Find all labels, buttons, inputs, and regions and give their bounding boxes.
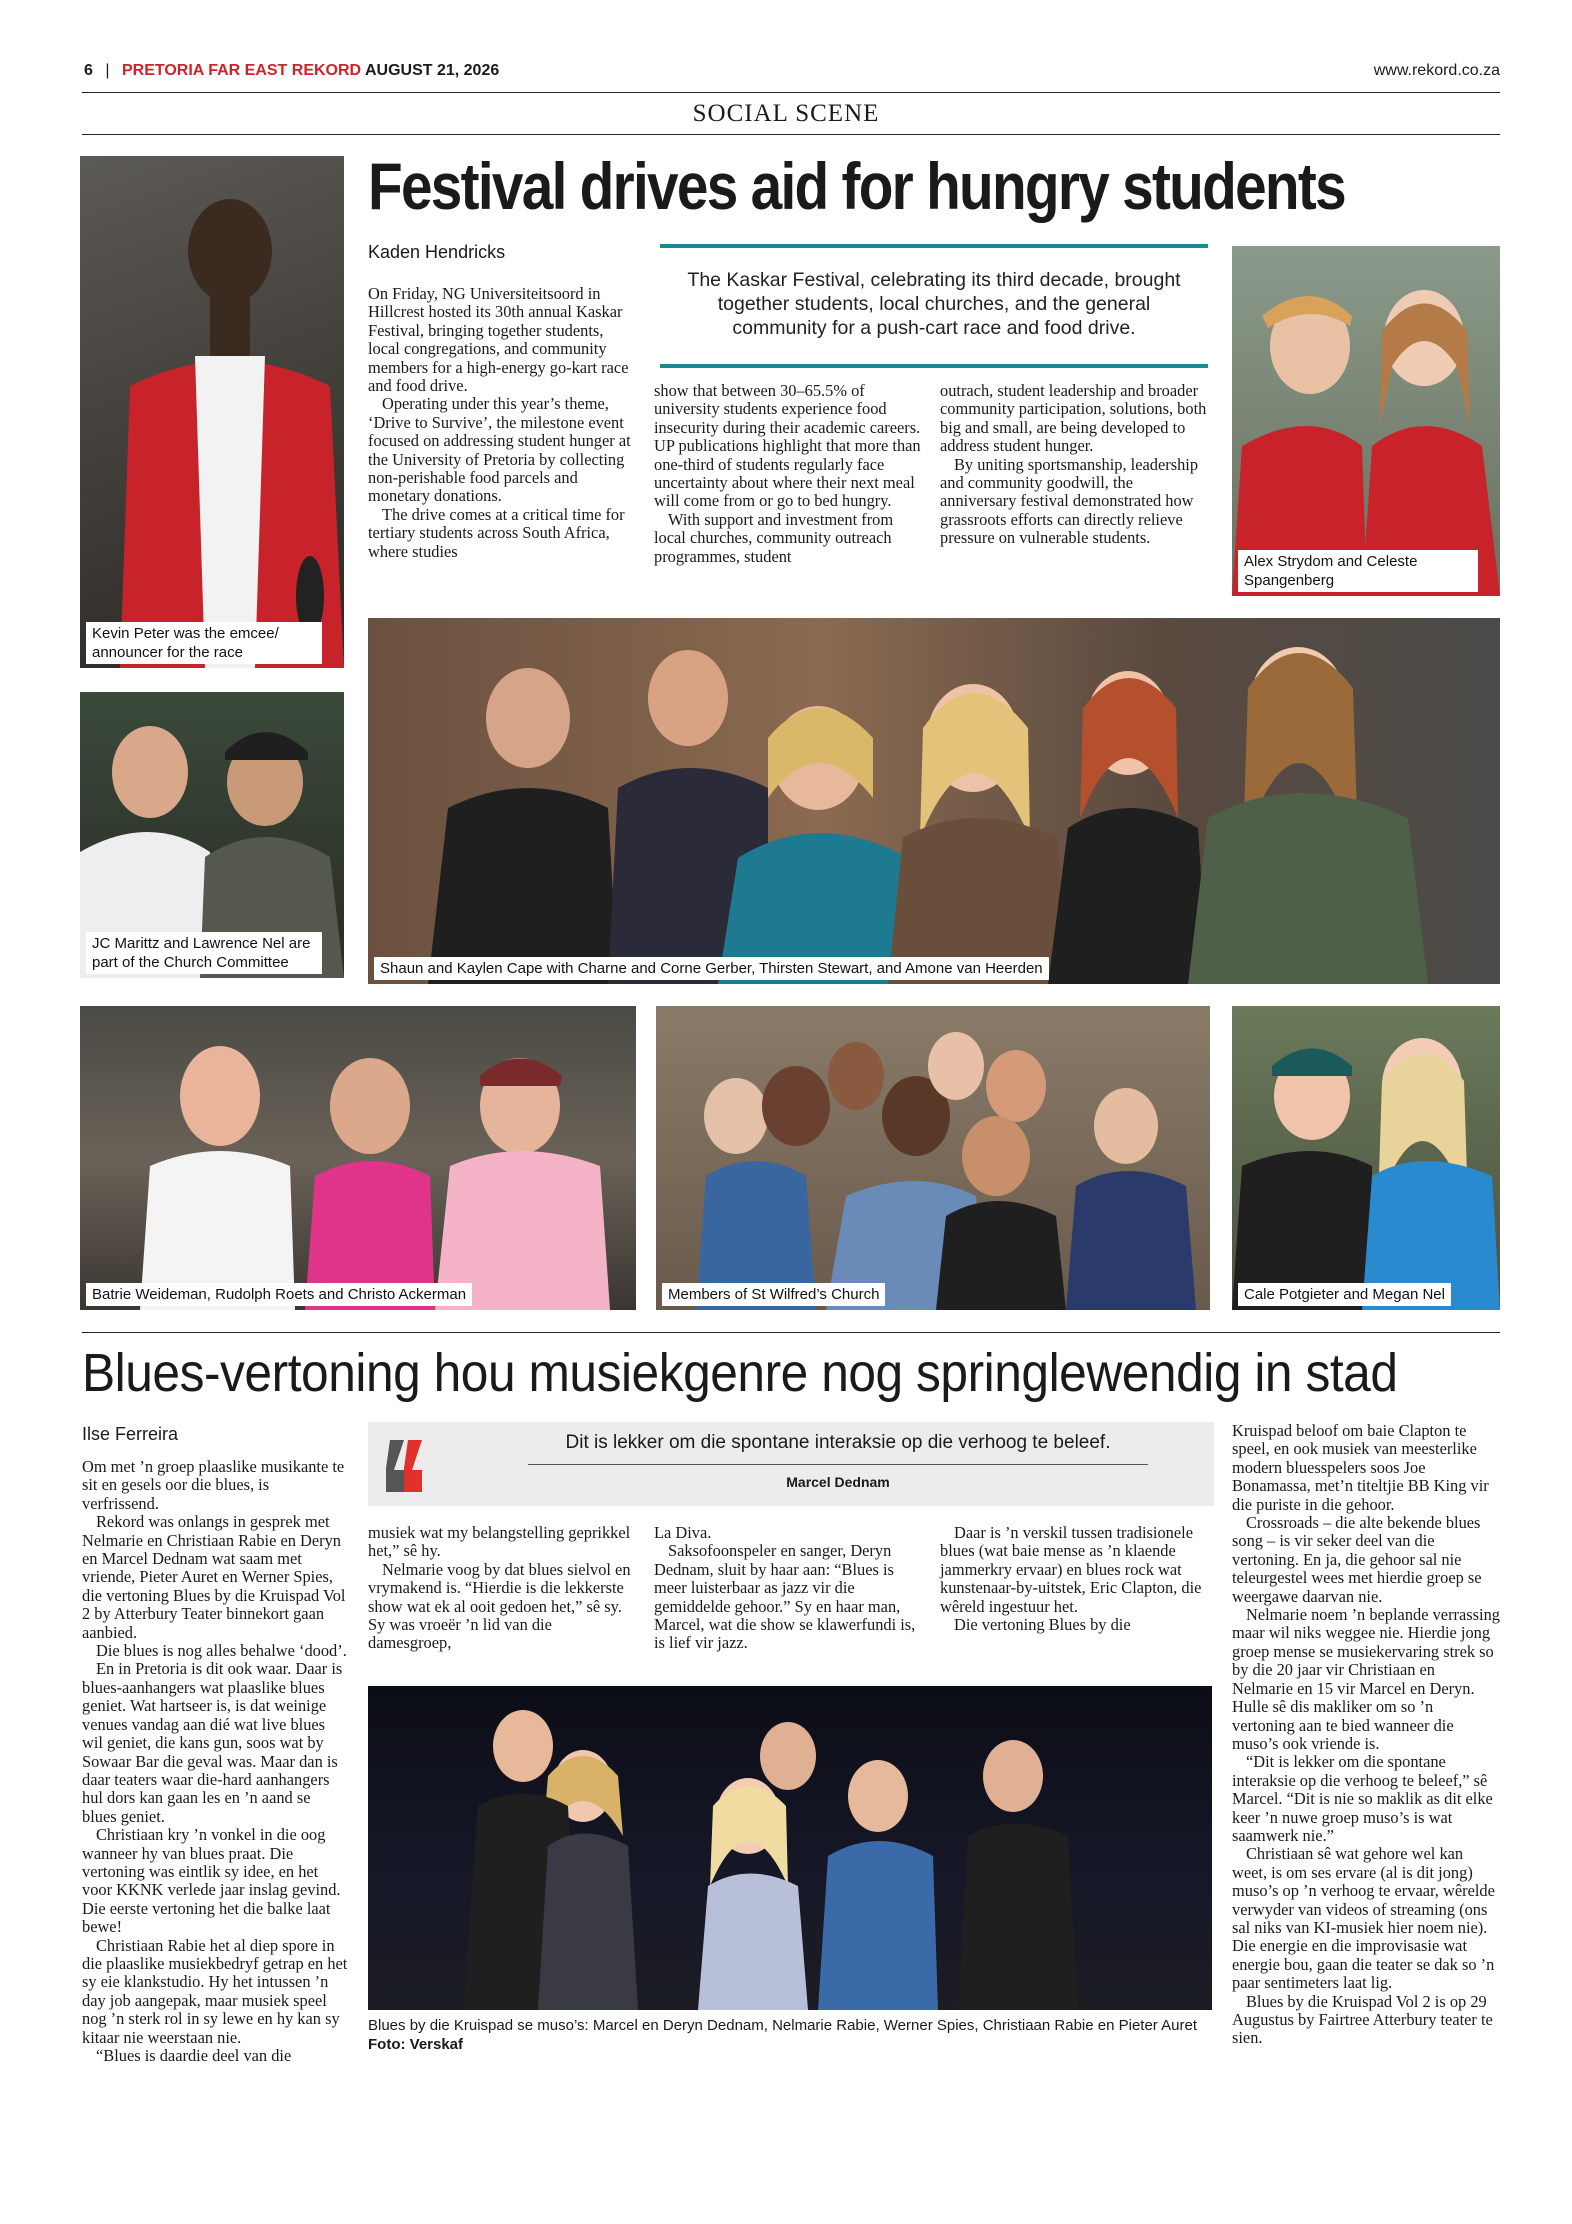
article2-pull-quote-text: Dit is lekker om die spontane interaksie op die verhoog te beleef. — [565, 1432, 1111, 1453]
article2-col4 — [940, 1524, 1206, 1634]
paragraph: Operating under this year’s theme, ‘Drive to Survive’, the milestone event focused on addressing student hunger at the University of Pretoria by collecting non-perishable food parcels and monetary donations. — [368, 394, 631, 506]
photo-caption: Members of St Wilfred’s Church — [662, 1283, 885, 1306]
paragraph: Crossroads – die alte bekende blues song – is vir seker deel van die vertoning. En ja, die gehoor sal nie teleurgestel wees met hierdie groep se weergawe daarvan nie. — [1232, 1513, 1482, 1606]
photo-batrie-rudolph-christo — [80, 1006, 636, 1310]
paragraph: By uniting sportsmanship, leadership and community goodwill, the anniversary festival demonstrated how grassroots efforts can directly relieve pressure on vulnerable students. — [940, 454, 1199, 548]
paragraph: Christiaan kry ’n vonkel in die oog wanneer hy van blues praat. Die vertoning was eintlik sy idee, en het voor KKNK verlede jaar inslag gevind. Die eerste vertoning het die balke laat bewe! — [82, 1825, 341, 1937]
page-header-left — [84, 62, 499, 80]
blues-photo-caption — [368, 2016, 1218, 2054]
quote-mark-icon — [382, 1430, 432, 1500]
article2-byline: Ilse Ferreira — [82, 1424, 179, 1444]
caption-text: Blues by die Kruispad se muso’s: Marcel en Deryn Dednam, Nelmarie Rabie, Werner Spies, Christiaan Rabie en Pieter Auret — [368, 2017, 1197, 2034]
photo-figure — [1232, 1006, 1500, 1310]
paragraph: Daar is ’n verskil tussen tradisionele blues (wat baie mense as ’n klaende jammerkry ervaar) en blues rock wat kunstenaar-by-uitstek, Eric Clapton, die wêreld ingestuur het. — [940, 1523, 1202, 1616]
article2-col3 — [654, 1524, 920, 1653]
photo-credit: Foto: Verskaf — [368, 2036, 464, 2053]
article2-col1 — [82, 1458, 348, 2065]
article1-col1 — [368, 285, 636, 561]
paragraph: On Friday, NG Universiteitsoord in Hillcrest hosted its 30th annual Kaskar Festival, bringing together students, local congregations, and community members for a high-energy go-kart race and food drive. — [368, 284, 629, 396]
paragraph: Blues by die Kruispad Vol 2 is op 29 Augustus by Fairtree Atterbury teater te sien. — [1232, 1991, 1493, 2048]
paragraph: Christiaan sê wat gehore wel kan weet, is om ses ervare (al is dit jong) muso’s op ’n verhoog te ervaar, wêrelde verwyder van videos of streaming (ons sal niks van KI-musiek hier noem nie). Die energie en die improvisasie wat energie bou, gaan die teater se dak so ’n paar sentimeters laat lig. — [1232, 1844, 1495, 1993]
paragraph: Rekord was onlangs in gesprek met Nelmarie en Christiaan Rabie en Deryn en Marcel Dednam wat saam met vriende, Pieter Auret en Werner Spies, die vertoning Blues by die Kruispad Vol 2 by Atterbury Teater binnekort gaan aanbied. — [82, 1512, 346, 1642]
paragraph: Die vertoning Blues by die — [954, 1615, 1131, 1635]
pull-quote-rule — [528, 1464, 1148, 1465]
page-number: 6 — [84, 62, 93, 79]
photo-caption: JC Marittz and Lawrence Nel are part of the Church Committee — [86, 932, 322, 974]
website-link[interactable]: www.rekord.co.za — [1373, 62, 1500, 79]
article2-pull-quote-author: Marcel Dednam — [786, 1474, 890, 1490]
photo-jc-lawrence — [80, 692, 344, 978]
photo-figure — [368, 1686, 1212, 2010]
photo-figure — [656, 1006, 1210, 1310]
paragraph: Nelmarie noem ’n beplande verrassing maar wil niks weggee nie. Hierdie jong groep mense se musiekervaring strek so by die 20 jaar vir Christiaan en Nelmarie en 15 vir Marcel en Deryn. Hulle sê dis makliker om so ’n vertoning aan te bied wanneer die muso’s ook vriende is. — [1232, 1605, 1500, 1753]
photo-cale-megan — [1232, 1006, 1500, 1310]
photo-figure — [1232, 246, 1500, 596]
article2-headline: Blues-vertoning hou musiekgenre nog springlewendig in stad — [82, 1343, 1398, 1403]
photo-group-cape-gerber — [368, 618, 1500, 984]
paragraph: Om met ’n groep plaaslike musikante te sit en gesels oor die blues, is verfrissend. — [82, 1457, 345, 1513]
article1-pull-quote-text: The Kaskar Festival, celebrating its third decade, brought together students, local churches, and the general community for a push-cart race and food drive. — [687, 269, 1181, 339]
article2-col2 — [368, 1524, 634, 1653]
article1-col2 — [654, 382, 922, 566]
paragraph: Kruispad beloof om baie Clapton te speel, en ook musiek van meesterlike modern bluesspelers soos Joe Bonamassa, met’n titeltjie BB King vir die puriste in die gehoor. — [1232, 1421, 1489, 1514]
paragraph: outrach, student leadership and broader community participation, solutions, both big and small, are being developed to address student hunger. — [940, 381, 1207, 456]
section-title: SOCIAL SCENE — [692, 100, 880, 127]
section-rule — [82, 134, 1500, 135]
header-separator: | — [105, 62, 110, 79]
paragraph: Nelmarie voog by dat blues sielvol en vrymakend is. “Hierdie is die lekkerste show wat ek al ooit gedoen het,” sê sy. Sy was vroeër ’n lid van die damesgroep, — [368, 1559, 631, 1653]
photo-caption: Kevin Peter was the emcee/ announcer for the race — [86, 622, 322, 664]
paragraph: Saksofoonspeler en sanger, Deryn Dednam, sluit by haar aan: “Blues is meer luisterbaar as jazz vir die gemiddelde gehoor.” Sy en haar man, Marcel, wat die show se klawerfundi is, is lief vir jazz. — [654, 1541, 916, 1653]
paragraph: With support and investment from local churches, community outreach programmes, student — [654, 509, 894, 566]
photo-caption: Shaun and Kaylen Cape with Charne and Corne Gerber, Thirsten Stewart, and Amone van Heerden — [374, 957, 1049, 980]
article1-byline: Kaden Hendricks — [368, 242, 506, 262]
photo-figure — [80, 156, 344, 668]
paragraph: show that between 30–65.5% of university students experience food insecurity during their academic careers. UP publications highlight that more than one-third of students regularly face uncertainty about where their next meal will come from or go to bed hungry. — [654, 381, 921, 511]
photo-st-wilfreds — [656, 1006, 1210, 1310]
paragraph: Die blues is nog alles behalwe ‘dood’. — [96, 1641, 347, 1661]
issue-date: AUGUST 21, 2026 — [364, 62, 500, 79]
photo-alex-celeste — [1232, 246, 1500, 596]
publication-name: PRETORIA FAR EAST REKORD — [121, 62, 362, 79]
article2-col5 — [1232, 1422, 1500, 2048]
photo-caption: Alex Strydom and Celeste Spangenberg — [1238, 550, 1478, 592]
article1-headline: Festival drives aid for hungry students — [368, 149, 1345, 223]
paragraph: The drive comes at a critical time for tertiary students across South Africa, where studies — [368, 504, 625, 561]
photo-blues-band — [368, 1686, 1212, 2010]
photo-figure — [368, 618, 1500, 984]
article1-pull-quote — [660, 244, 1208, 368]
photo-caption: Cale Potgieter and Megan Nel — [1238, 1283, 1451, 1306]
article-divider — [82, 1332, 1500, 1333]
photo-caption: Batrie Weideman, Rudolph Roets and Christo Ackerman — [86, 1283, 472, 1306]
header-rule — [82, 92, 1500, 93]
article2-pull-quote — [368, 1422, 1214, 1506]
paragraph: La Diva. — [654, 1523, 712, 1542]
paragraph: “Dit is lekker om die spontane interaksie op die verhoog te beleef,” sê Marcel. “Dit is nie so maklik as dit elke keer ’n nuwe groep muso’s is wat saamwerk nie.” — [1232, 1752, 1493, 1845]
paragraph: “Blues is daardie deel van die — [96, 2046, 292, 2065]
photo-figure — [80, 1006, 636, 1310]
paragraph: Christiaan Rabie het al diep spore in die plaaslike musiekbedryf getrap en het sy eie klankstudio. Hy het intussen ’n day job aangepak, maar musiek speel nog ’n sterk rol in sy lewe en hy kan sy kitaar nie weerstaan nie. — [82, 1935, 348, 2047]
article1-col3 — [940, 382, 1208, 548]
photo-kevin-peter — [80, 156, 344, 668]
paragraph: En in Pretoria is dit ook waar. Daar is blues-aanhangers wat plaaslike blues geniet. Wat hartseer is, is dat weinige venues vandag aan dié wat live blues wil geniet, die kans gun, soos wat by Sowaar Bar die geval was. Maar dan is daar teaters waar die-hard aanhangers hul dors kan gaan les en ’n aand se blues geniet. — [82, 1659, 343, 1826]
paragraph: musiek wat my belangstelling geprikkel het,” sê hy. — [368, 1523, 631, 1561]
